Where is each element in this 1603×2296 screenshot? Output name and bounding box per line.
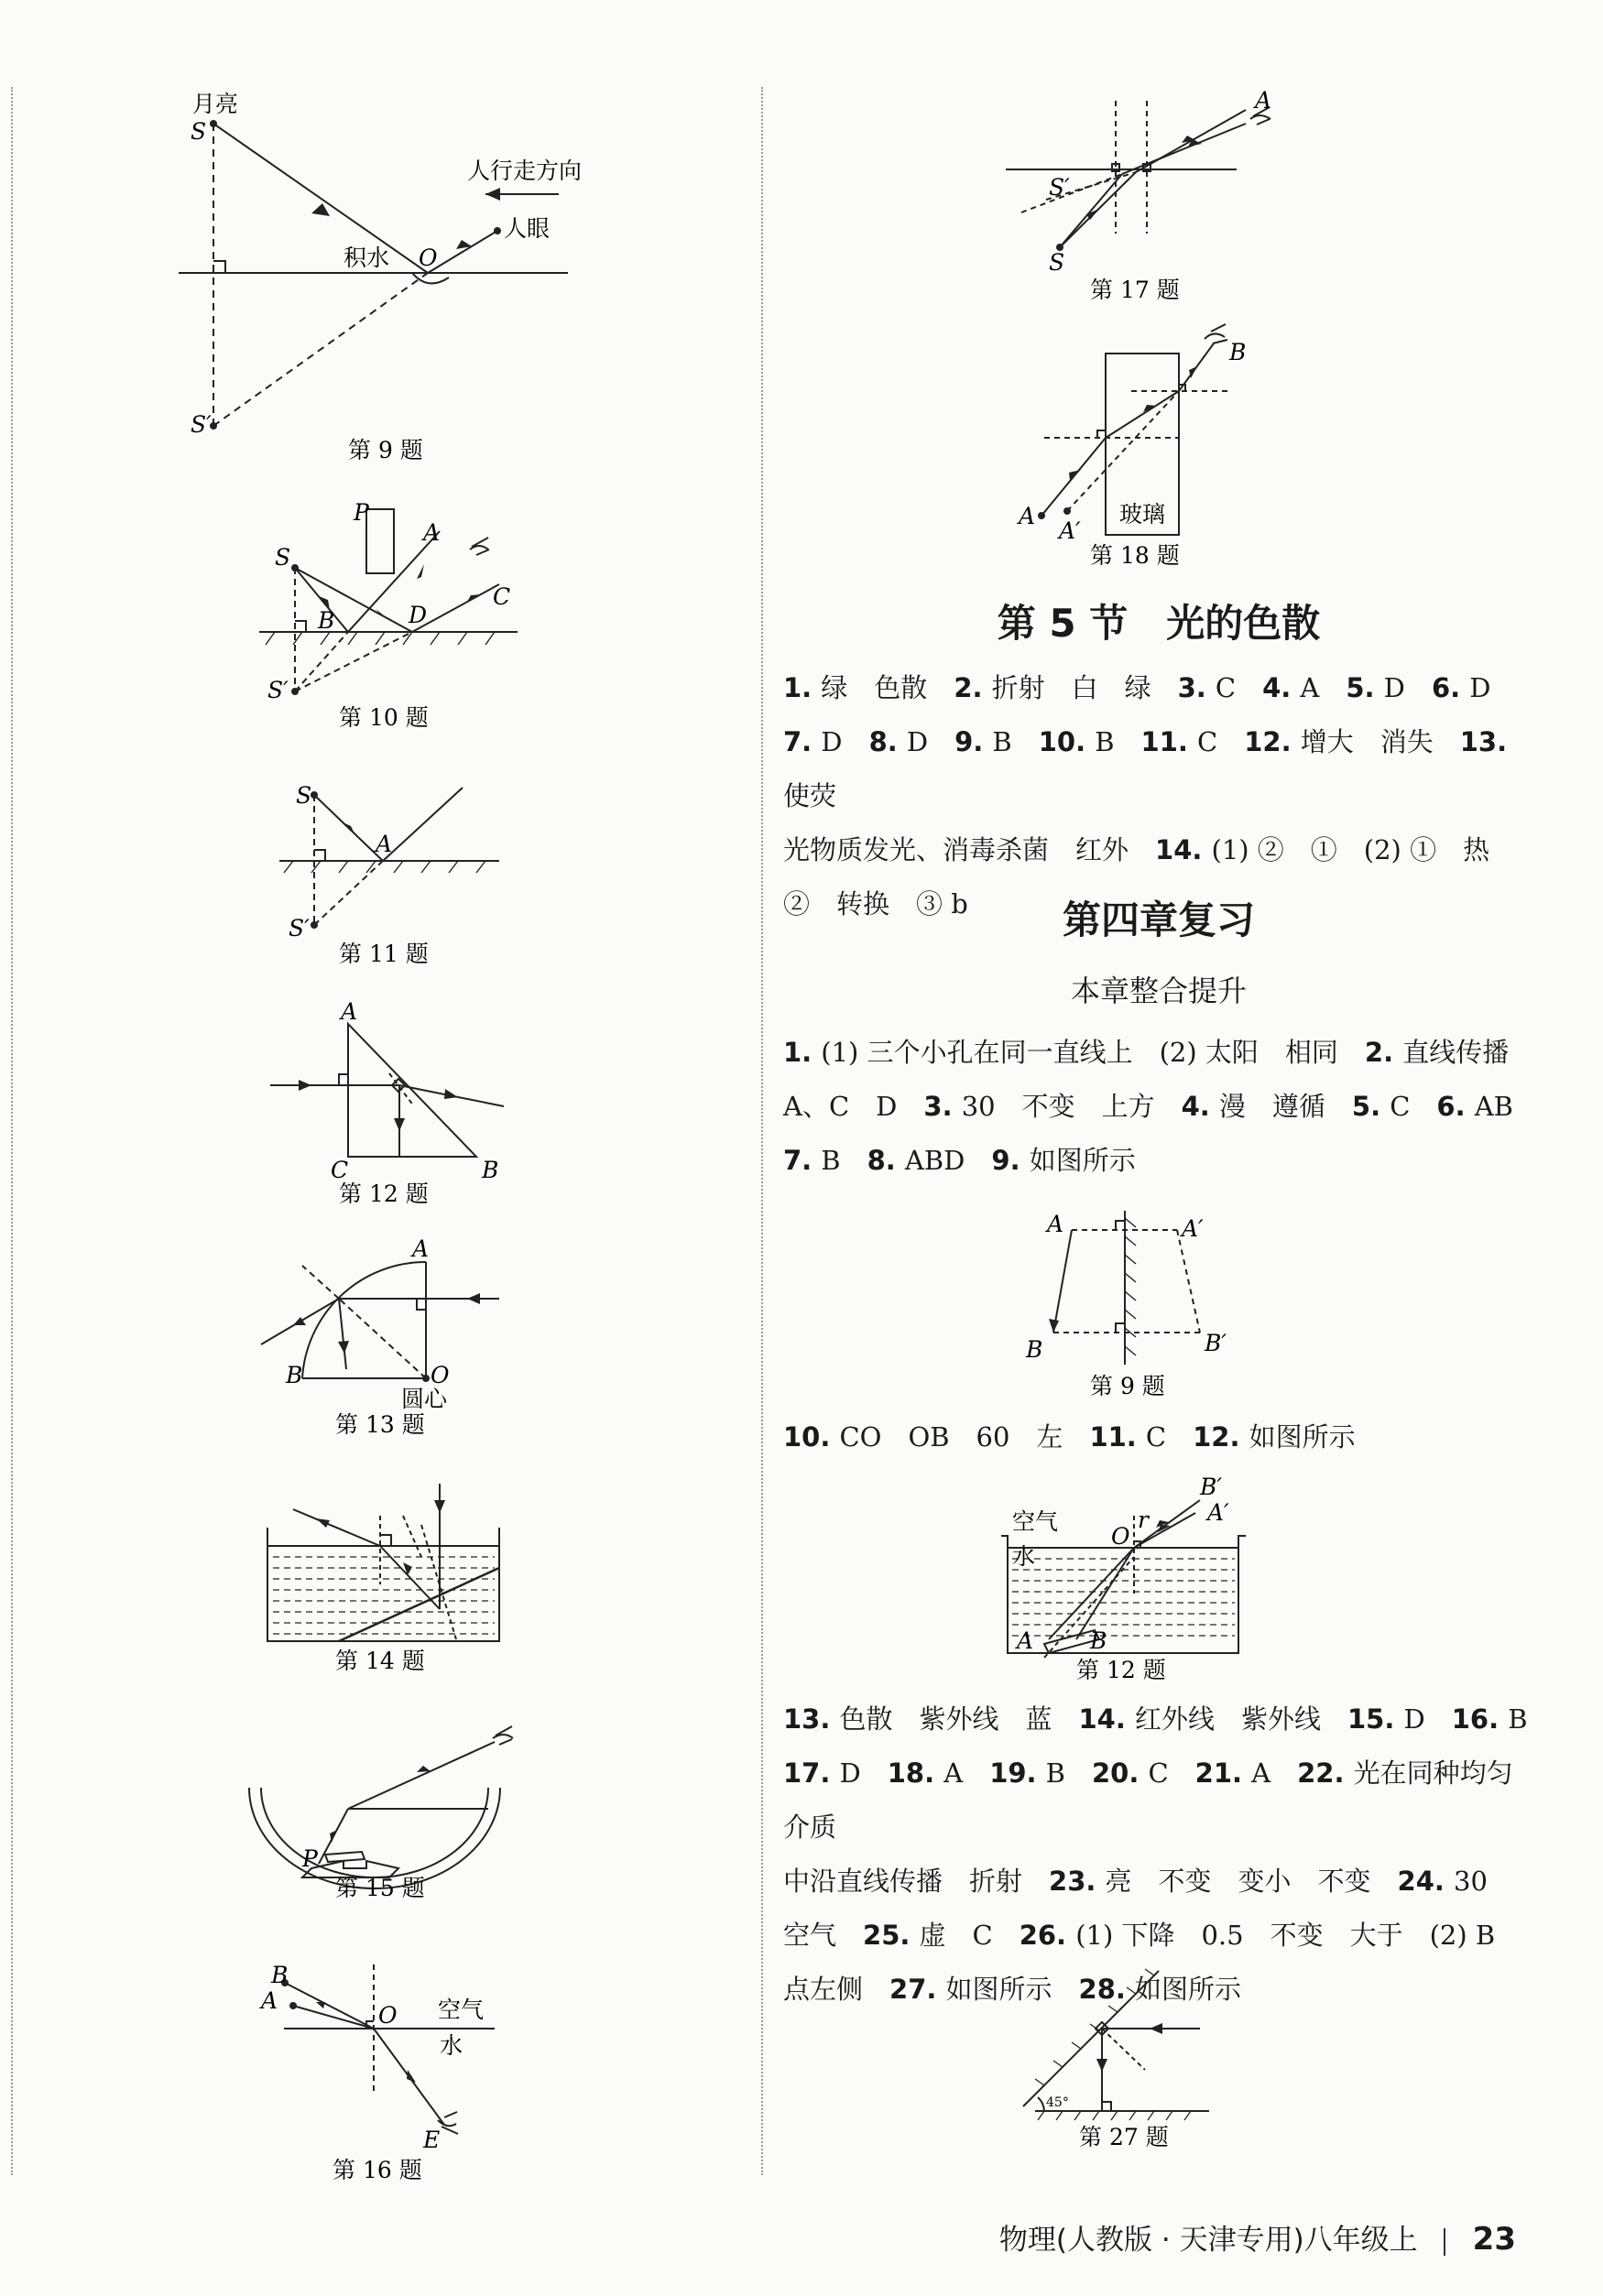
label-center: 圆心 [401, 1386, 448, 1412]
answer-line [783, 1410, 1534, 1464]
label-a: A [1019, 503, 1036, 529]
label-a: A [1255, 87, 1272, 114]
figure-12 [266, 998, 513, 1207]
answer-text: B [1095, 726, 1141, 757]
answer-text: (1) ② ① (2) ① 热 [1211, 834, 1490, 865]
answer-text: 如图所示 [1249, 1421, 1356, 1453]
question-number: 2. [1364, 1037, 1403, 1068]
question-number: 1. [783, 1037, 822, 1068]
answer-line [783, 1134, 1534, 1188]
question-number: 24. [1397, 1866, 1454, 1897]
answer-text: B [1045, 1757, 1092, 1789]
answer-text: (1) 下降 0.5 不变 大于 (2) B [1075, 1920, 1496, 1951]
answer-text: 虚 C [919, 1920, 1020, 1951]
answer-text: A [1251, 1757, 1298, 1789]
answer-text: 红外线 紫外线 [1134, 1703, 1347, 1735]
question-number: 3. [923, 1091, 962, 1122]
answer-text: B [1508, 1703, 1528, 1735]
label-a: A [1047, 1211, 1064, 1237]
label-a: A [1017, 1627, 1034, 1654]
figure-13 [256, 1236, 513, 1442]
figure-9 [174, 82, 605, 467]
question-number: 28. [1078, 1974, 1135, 2005]
question-number: 23. [1049, 1866, 1106, 1897]
answer-text: A、C D [783, 1091, 924, 1122]
label-a: A [412, 1235, 430, 1262]
question-number: 8. [867, 1145, 905, 1176]
chapter4-title: 第四章复习 [1062, 898, 1255, 942]
label-eye: 人眼 [504, 215, 551, 242]
figure-17-caption: 第 17 题 [1090, 277, 1180, 303]
label-p: P [302, 1845, 318, 1872]
question-number: 13. [1459, 726, 1508, 757]
question-number: 14. [1155, 834, 1212, 865]
label-s: S [296, 782, 312, 809]
answer-text: D [1403, 1703, 1452, 1735]
figure-10-caption: 第 10 题 [339, 704, 429, 731]
question-number: 11. [1140, 726, 1198, 757]
answer-text: D [839, 1757, 888, 1789]
answer-text: AB [1474, 1091, 1513, 1122]
figure-15-caption: 第 15 题 [335, 1875, 425, 1901]
answer-text: 中沿直线传播 折射 [783, 1866, 1050, 1897]
answer-text: B [821, 1145, 867, 1176]
label-direction: 人行走方向 [467, 158, 583, 184]
label-s: S [191, 118, 207, 145]
answer-text: 点左侧 [783, 1974, 890, 2005]
review-figure-9 [1026, 1200, 1255, 1406]
answer-text: CO OB 60 左 [839, 1421, 1090, 1453]
question-number: 20. [1091, 1757, 1149, 1789]
question-number: 6. [1436, 1091, 1475, 1122]
answer-text: 亮 不变 变小 不变 [1105, 1866, 1398, 1897]
label-glass: 玻璃 [1119, 501, 1166, 528]
label-s: S [275, 544, 291, 571]
label-s-prime: S′ [191, 411, 212, 438]
answer-line [783, 1026, 1534, 1080]
left-margin-rule [11, 87, 13, 2175]
figure-18-caption: 第 18 题 [1090, 542, 1180, 569]
answer-text: 30 不变 上方 [961, 1091, 1182, 1122]
review-figure-12 [998, 1470, 1264, 1690]
question-number: 16. [1451, 1703, 1509, 1735]
review-figure-27 [1017, 1960, 1246, 2157]
label-a-prime: A′ [1182, 1215, 1204, 1242]
figure-11-caption: 第 11 题 [339, 941, 429, 967]
answer-text: 空气 [783, 1920, 864, 1951]
answer-line [783, 715, 1534, 823]
label-a: A [376, 831, 393, 857]
question-number: 5. [1346, 672, 1384, 703]
answer-text: 30 [1454, 1866, 1488, 1897]
question-number: 12. [1193, 1421, 1249, 1453]
answer-text: D [1469, 672, 1491, 703]
label-o: O [378, 2002, 398, 2029]
section5-title: 第 5 节 光的色散 [997, 601, 1321, 646]
answer-line [783, 823, 1534, 877]
figure-9-caption: 第 9 题 [348, 437, 423, 463]
answer-line [783, 1080, 1534, 1134]
figure-15 [243, 1722, 518, 1900]
answer-text: 漫 遵循 [1218, 1091, 1352, 1122]
figure-13-caption: 第 13 题 [335, 1411, 425, 1438]
chapter4-answers-1 [783, 1026, 1534, 1188]
answer-text: (1) 三个小孔在同一直线上 (2) 太阳 相同 [821, 1037, 1365, 1068]
page-number: 23 [1472, 2221, 1516, 2258]
label-s-prime: S′ [267, 677, 289, 703]
answer-text: C [1197, 726, 1245, 757]
question-number: 3. [1177, 672, 1216, 703]
label-r: r [1138, 1507, 1149, 1533]
question-number: 10. [783, 1421, 840, 1453]
label-o: O [419, 245, 438, 271]
label-d: D [409, 602, 428, 628]
question-number: 25. [863, 1920, 920, 1951]
question-number: 7. [783, 1145, 822, 1176]
question-number: 12. [1244, 726, 1301, 757]
question-number: 9. [954, 726, 993, 757]
label-b: B [1229, 339, 1247, 365]
label-a: A [423, 519, 441, 546]
figure-16 [256, 1937, 531, 2189]
answer-text: 如图所示 [945, 1974, 1079, 2005]
label-b: B [1090, 1627, 1107, 1654]
chapter4-subtitle: 本章整合提升 [1070, 974, 1247, 1008]
label-air: 空气 [438, 1997, 485, 2023]
label-s-prime: S′ [289, 915, 310, 941]
label-b: B [286, 1362, 303, 1388]
question-number: 13. [783, 1703, 840, 1735]
answer-line [783, 1692, 1534, 1746]
answer-text: C [1215, 672, 1263, 703]
question-number: 4. [1262, 672, 1301, 703]
label-b: B [1026, 1336, 1043, 1363]
review-figure-27-caption: 第 27 题 [1079, 2124, 1169, 2150]
answer-text: 使荧 [783, 780, 837, 811]
label-b-prime: B′ [1200, 1474, 1223, 1500]
answer-text: 直线传播 [1402, 1037, 1510, 1068]
question-number: 21. [1194, 1757, 1252, 1789]
footer-separator [1444, 2228, 1445, 2256]
figure-10 [256, 499, 559, 742]
answer-text: A [943, 1757, 990, 1789]
answer-text: D [1383, 672, 1432, 703]
question-number: 14. [1078, 1703, 1135, 1735]
answer-text: 光在同种均匀介质 [783, 1757, 1513, 1843]
answer-line [783, 1909, 1534, 1963]
label-b-prime: B′ [1205, 1330, 1227, 1356]
label-air: 空气 [1012, 1508, 1059, 1535]
question-number: 27. [889, 1974, 946, 2005]
column-divider [761, 87, 763, 2175]
answer-text: 色散 紫外线 蓝 [839, 1703, 1079, 1735]
answer-line [783, 661, 1534, 715]
answer-text: 增大 消失 [1300, 726, 1460, 757]
label-b: B [271, 1962, 289, 1988]
label-a: A [261, 1987, 278, 2014]
figure-16-caption: 第 16 题 [333, 2157, 422, 2183]
answer-text: C [1148, 1757, 1195, 1789]
label-water: 积水 [344, 245, 390, 271]
figure-14-caption: 第 14 题 [335, 1648, 425, 1674]
question-number: 22. [1297, 1757, 1354, 1789]
figure-11 [275, 769, 522, 966]
question-number: 19. [989, 1757, 1046, 1789]
answer-text: C [1145, 1421, 1194, 1453]
answer-text: 光物质发光、消毒杀菌 红外 [783, 834, 1156, 865]
label-p: P [354, 499, 369, 526]
answer-text: 绿 色散 [821, 672, 954, 703]
label-o: O [431, 1362, 450, 1388]
figure-14 [261, 1470, 508, 1676]
question-number: 1. [783, 672, 822, 703]
label-e: E [423, 2127, 441, 2153]
question-number: 10. [1038, 726, 1096, 757]
question-number: 5. [1351, 1091, 1390, 1122]
label-angle: 45° [1046, 2095, 1069, 2110]
answer-text: 如图所示 [1029, 1145, 1136, 1176]
answer-text: D [906, 726, 955, 757]
question-number: 4. [1181, 1091, 1219, 1122]
label-water: 水 [440, 2032, 463, 2059]
answer-line [783, 1855, 1534, 1909]
question-number: 26. [1019, 1920, 1076, 1951]
label-c: C [493, 583, 511, 610]
question-number: 9. [991, 1145, 1030, 1176]
answer-text: B [992, 726, 1039, 757]
question-number: 8. [868, 726, 907, 757]
review-figure-12-caption: 第 12 题 [1076, 1657, 1166, 1683]
page-footer [999, 2216, 1516, 2258]
review-figure-9-caption: 第 9 题 [1090, 1373, 1165, 1399]
figure-12-caption: 第 12 题 [339, 1181, 429, 1207]
footer-subject: 物理(人教版 · 天津专用)八年级上 [998, 2224, 1418, 2257]
label-a: A [341, 998, 358, 1025]
question-number: 11. [1089, 1421, 1146, 1453]
answer-text: C [1390, 1091, 1437, 1122]
question-number: 2. [954, 672, 992, 703]
answer-text: 如图所示 [1135, 1974, 1242, 2005]
figure-18 [1008, 321, 1310, 572]
label-a-prime: A′ [1059, 517, 1081, 544]
label-s: S [1049, 249, 1065, 276]
answer-text: ② 转换 ③ b [783, 888, 968, 919]
label-s-prime: S′ [1049, 174, 1070, 201]
question-number: 7. [783, 726, 822, 757]
label-c: C [331, 1157, 349, 1183]
answer-line [783, 1746, 1534, 1855]
label-b: B [482, 1157, 499, 1183]
label-moon: 月亮 [192, 91, 239, 117]
label-b: B [318, 607, 335, 634]
question-number: 6. [1431, 672, 1470, 703]
answer-text: D [821, 726, 869, 757]
answer-text: 折射 白 绿 [991, 672, 1178, 703]
question-number: 17. [783, 1757, 840, 1789]
label-water: 水 [1012, 1543, 1036, 1570]
answer-text: ABD [904, 1145, 992, 1176]
chapter4-answers-2 [783, 1410, 1534, 1464]
question-number: 15. [1347, 1703, 1404, 1735]
label-o: O [1111, 1523, 1130, 1550]
question-number: 18. [887, 1757, 944, 1789]
answer-text: A [1300, 672, 1347, 703]
label-a-prime: A′ [1207, 1499, 1229, 1526]
figure-17 [998, 82, 1301, 307]
